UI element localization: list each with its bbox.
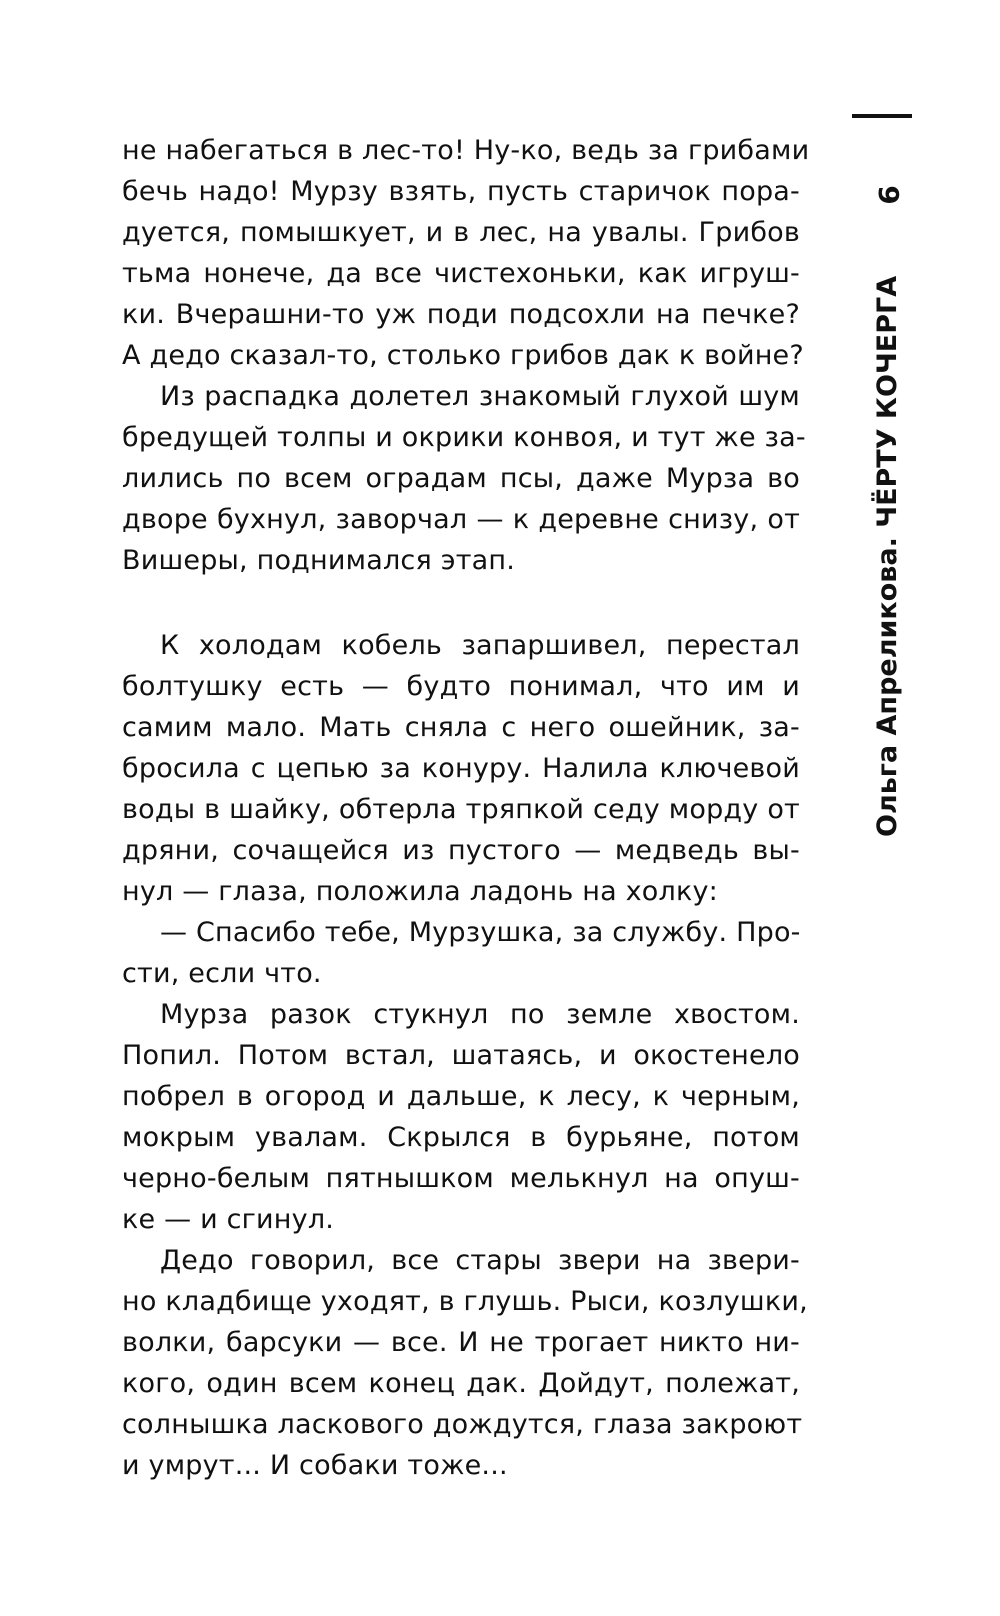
text-line: Попил. Потом встал, шатаясь, и окостенело bbox=[122, 1040, 800, 1071]
text-line: побрел в огород и дальше, к лесу, к черным, bbox=[122, 1081, 800, 1112]
text-line: воды в шайку, обтерла тряпкой седу морду от bbox=[122, 794, 800, 825]
text-line: но кладбище уходят, в глушь. Рыси, козлушки, bbox=[122, 1286, 808, 1317]
page-number: 9 bbox=[872, 185, 905, 205]
text-line: и умрут... И собаки тоже... bbox=[122, 1450, 508, 1481]
text-line: Вишеры, поднимался этап. bbox=[122, 545, 516, 576]
text-line: ки. Вчерашни-то уж поди подсохли на печке? bbox=[122, 299, 800, 330]
text-line: ке — и сгинул. bbox=[122, 1204, 335, 1235]
text-line: солнышка ласкового дождутся, глаза закроют bbox=[122, 1409, 803, 1440]
text-line: бредущей толпы и окрики конвоя, и тут же за- bbox=[122, 422, 806, 453]
header-rule bbox=[852, 114, 912, 118]
text-line: сти, если что. bbox=[122, 958, 322, 989]
text-line: бечь надо! Мурзу взять, пусть старичок пора- bbox=[122, 176, 800, 207]
text-line: дряни, сочащейся из пустого — медведь вы- bbox=[122, 835, 800, 866]
text-line: дворе бухнул, заворчал — к деревне снизу, от bbox=[122, 504, 800, 535]
text-line: А дедо сказал-то, столько грибов дак к войне? bbox=[122, 340, 804, 371]
text-line: бросила с цепью за конуру. Налила ключевой bbox=[122, 753, 800, 784]
paragraph-start: Дедо говорил, все стары звери на звери- bbox=[160, 1245, 800, 1276]
text-line: болтушку есть — будто понимал, что им и bbox=[122, 671, 800, 702]
paragraph-start: Мурза разок стукнул по земле хвостом. bbox=[160, 999, 800, 1030]
paragraph-start: К холодам кобель запаршивел, перестал bbox=[160, 630, 800, 661]
text-line: нул — глаза, положила ладонь на холку: bbox=[122, 876, 718, 907]
text-line: тьма нонече, да все чистехоньки, как игруш- bbox=[122, 258, 800, 289]
text-line: самим мало. Мать сняла с него ошейник, за- bbox=[122, 712, 800, 743]
text-block-1 bbox=[122, 130, 810, 581]
text-line: лились по всем оградам псы, даже Мурза во bbox=[122, 463, 800, 494]
running-head: Ольга Апреликова. ЧЁРТУ КОЧЕРГА bbox=[872, 275, 903, 837]
paragraph-start: Из распадка долетел знакомый глухой шум bbox=[160, 381, 800, 412]
text-line: волки, барсуки — все. И не трогает никто ни- bbox=[122, 1327, 800, 1358]
paragraph-start: — Спасибо тебе, Мурзушка, за службу. Про- bbox=[160, 917, 801, 948]
text-block-2 bbox=[122, 625, 808, 1486]
text-line: дуется, помышкует, и в лес, на увалы. Грибов bbox=[122, 217, 800, 248]
text-line: черно-белым пятнышком мелькнул на опуш- bbox=[122, 1163, 800, 1194]
text-line: не набегаться в лес-то! Ну-ко, ведь за грибами bbox=[122, 135, 810, 166]
text-line: кого, один всем конец дак. Дойдут, полежат, bbox=[122, 1368, 800, 1399]
text-line: мокрым увалам. Скрылся в бурьяне, потом bbox=[122, 1122, 800, 1153]
